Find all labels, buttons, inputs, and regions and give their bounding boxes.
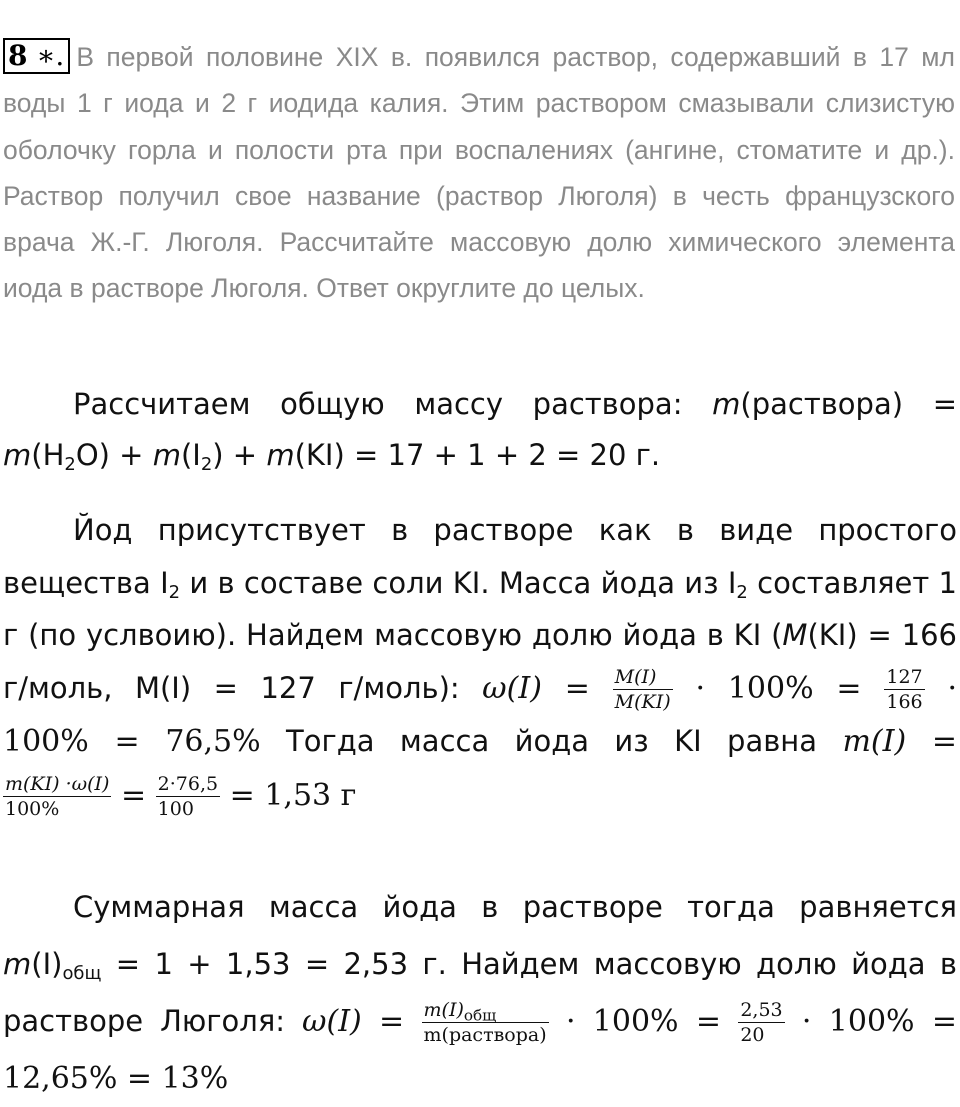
p2-text-4: (KI) = 166 г/моль, M(I) = 127 г/моль): (3, 618, 957, 705)
problem-star: ∗. (36, 39, 65, 72)
p2-percent-result: 100% = 76,5% (3, 724, 261, 759)
p2-times: · (924, 670, 957, 706)
solution-paragraph-3 (3, 879, 957, 1107)
p1-i2-sub: 2 (200, 454, 213, 476)
p2-formula-mass (842, 724, 957, 759)
p2-mI: m(I) = (842, 724, 957, 759)
p3-frac-mass-den-text: m(раствора) (423, 1024, 547, 1046)
solution-paragraph-2 (3, 504, 957, 822)
p2-text-5: Тогда масса йода из KI равна (260, 724, 843, 758)
p2-frac-127-den: 166 (886, 690, 923, 713)
p3-m: m (3, 947, 32, 981)
p2-frac-M (613, 665, 673, 713)
p2-text-1: Йод присутствует в растворе как в виде простого вещества I (3, 513, 957, 600)
p3-frac-num (738, 1001, 784, 1045)
problem-number: 8 (8, 39, 28, 72)
p2-frac-mass-den: 100% (5, 797, 60, 820)
p2-formula-omega (482, 665, 957, 713)
p2-frac-mass (3, 772, 111, 820)
p1-m: m (712, 387, 741, 421)
p3-frac-mass-num (422, 1001, 549, 1023)
p1-intro: Рассчитаем общую массу раствора: (73, 387, 713, 421)
p1-solution: (раствора) (740, 387, 904, 421)
p1-h2o-sub: 2 (64, 454, 76, 476)
problem-number-box (3, 38, 70, 74)
p3-final-result: 12,65% = 13% (3, 1061, 229, 1096)
p2-omega: ω(I) = (482, 670, 613, 706)
p3-times-100-b: · 100% = (784, 1004, 957, 1039)
p1-i2-close: ) (212, 438, 224, 472)
p2-sub-2: 2 (736, 581, 748, 603)
p1-i2-open: (I (180, 438, 201, 472)
p2-text-3: составляет 1 г (по услвоию). Найдем массовую долю йода в KI ( (3, 565, 957, 652)
p1-m-h2o: m (3, 438, 32, 472)
p1-m-ki: m (266, 438, 295, 472)
p3-text-2: (I) (31, 947, 63, 981)
p3-text-3: = 1 + 1,53 = 2,53 г. Найдем массовую долю йода в растворе Люголя: (3, 947, 957, 1038)
p3-frac-mass-den (422, 1023, 549, 1045)
solution-paragraph-1 (3, 379, 957, 481)
p3-frac-num-num: 2,53 (740, 999, 783, 1021)
p1-m-i2: m (152, 438, 181, 472)
p2-formula-mass-2 (3, 772, 357, 820)
problem-statement (3, 34, 955, 312)
p2-frac-num (156, 772, 220, 820)
p1-plus-1: + (109, 438, 153, 472)
p2-frac-num-num: 2·76,5 (157, 772, 219, 795)
p1-ki: (KI) (294, 438, 345, 472)
p3-times-100: · 100% = (548, 1004, 739, 1039)
p2-frac-127-num: 127 (886, 665, 923, 688)
p1-h2o-open: (H (31, 438, 65, 472)
p2-frac-mass-num: m(KI) ·ω(I) (5, 772, 110, 795)
p3-frac-mass-num-m: m(I) (423, 999, 464, 1021)
p2-times-100: · 100% = (672, 670, 885, 706)
p3-sub-obsh: общ (62, 963, 102, 985)
p2-frac-M-den: M(KI) (614, 690, 671, 713)
p2-frac-127 (884, 665, 924, 713)
p1-h2o-close: O) (75, 438, 110, 472)
p2-sub-1: 2 (168, 581, 181, 603)
p2-frac-num-den: 100 (157, 797, 194, 820)
p2-frac-M-num: M(I) (613, 668, 673, 690)
p1-result: = 17 + 1 + 2 = 20 г. (344, 438, 661, 472)
p3-omega: ω(I) = (302, 1004, 422, 1039)
p2-mass-result: = 1,53 г (220, 777, 357, 813)
p3-frac-mass-num-sub: общ (463, 1006, 497, 1025)
p3-text-1: Суммарная масса йода в растворе тогда равняется (73, 890, 957, 924)
problem-text: В первой половине XIX в. появился раствор, содержавший в 17 мл воды 1 г иода и 2 г иодида калия. Этим раствором смазывали слизистую оболочку горла и полости рта при воспалениях (ангине, стоматите и др.). Раствор получил свое название (раствор Люголя) в честь французского врача Ж.-Г. Люголя. Рассчитайте массовую долю химического элемента иода в растворе Люголя. Ответ округлите до целых. (3, 42, 955, 304)
p1-eq: = (903, 387, 957, 421)
p2-text-2: и в составе соли KI. Масса йода из I (180, 565, 737, 600)
p2-M: M (782, 618, 808, 652)
p1-plus-2: + (223, 438, 267, 472)
p3-frac-mass (422, 1001, 549, 1045)
p2-eq: = (111, 777, 156, 813)
p3-formula (302, 999, 957, 1046)
p3-frac-num-den: 20 (740, 1024, 765, 1046)
